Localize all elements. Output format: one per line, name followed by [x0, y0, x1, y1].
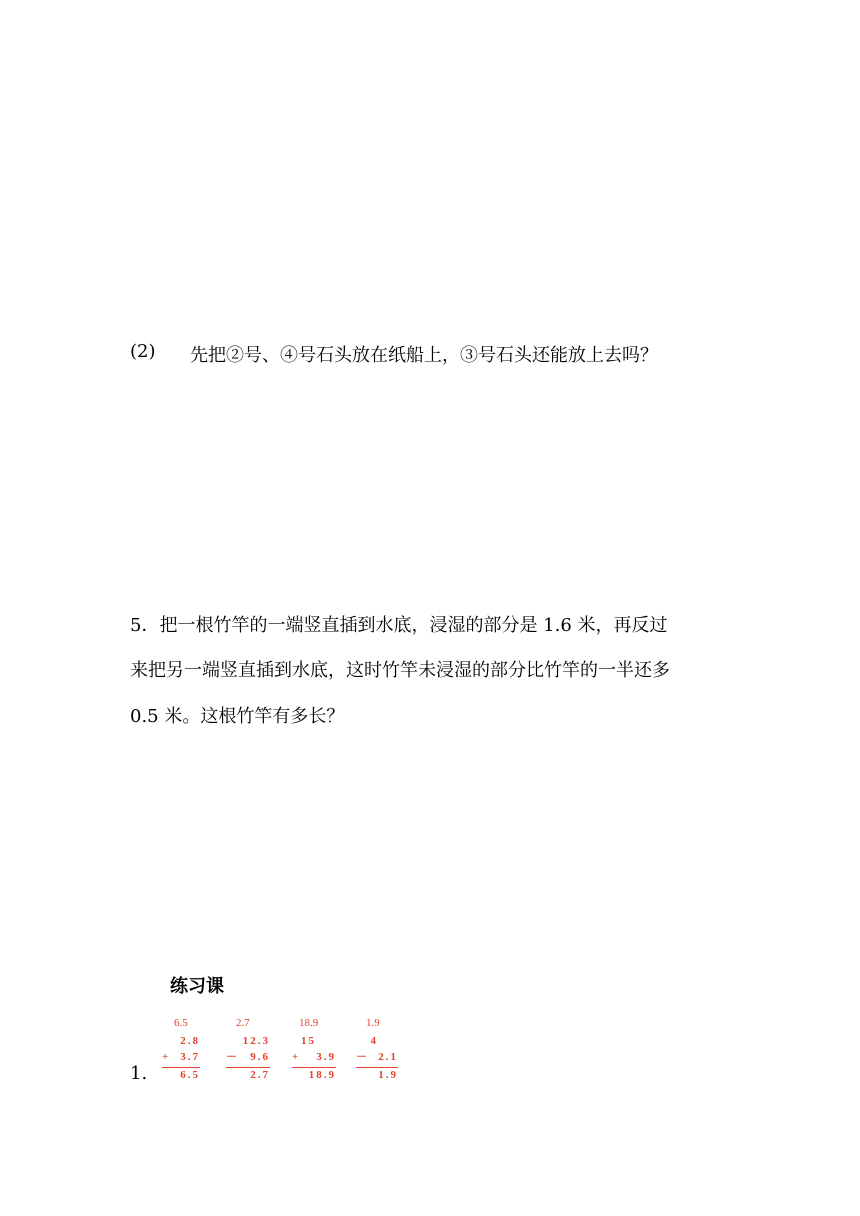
calculation-result: 2.7	[250, 1069, 270, 1081]
calculation-operator: －	[226, 1051, 237, 1063]
question-5-line-1: 5．把一根竹竿的一端竖直插到水底，浸湿的部分是 1.6 米，再反过	[130, 615, 668, 636]
calculation-operand-a: 12.3	[242, 1035, 270, 1047]
calculation-rule	[292, 1067, 336, 1068]
calculation-operand-a: 2.8	[180, 1035, 200, 1047]
calculation-operand-b: 9.6	[250, 1051, 270, 1063]
calculation-rule	[356, 1067, 398, 1068]
calculation-operator: +	[162, 1051, 169, 1063]
exercise-number: 1.	[130, 1063, 148, 1084]
calculation-operand-b: 3.7	[180, 1051, 200, 1063]
calculation-check-value: 6.5	[174, 1017, 188, 1029]
calculation-result: 18.9	[308, 1069, 336, 1081]
calculation-4	[356, 1016, 398, 1082]
section-heading: 练习课	[170, 976, 224, 997]
calculation-check-value: 2.7	[236, 1017, 250, 1029]
calculation-result: 6.5	[180, 1069, 200, 1081]
calculation-check-value: 1.9	[366, 1017, 380, 1029]
question-2-number: (2)	[130, 341, 156, 362]
calculation-operator: +	[292, 1051, 299, 1063]
question-5-line-3: 0.5 米。这根竹竿有多长？	[130, 706, 345, 727]
calculation-check-value: 18.9	[299, 1017, 319, 1029]
calculation-rule	[162, 1067, 200, 1068]
calculation-result: 1.9	[378, 1069, 398, 1081]
calculation-operator: －	[356, 1051, 367, 1063]
question-2-text: 先把②号、④号石头放在纸船上，③号石头还能放上去吗？	[190, 345, 658, 366]
calculation-2	[226, 1016, 270, 1082]
calculation-3	[292, 1016, 336, 1082]
calculation-operand-a: 15	[301, 1035, 316, 1047]
calculation-operand-b: 3.9	[316, 1051, 336, 1063]
question-5-line-2: 来把另一端竖直插到水底，这时竹竿未浸湿的部分比竹竿的一半还多	[130, 660, 670, 681]
calculation-operand-a: 4	[370, 1035, 378, 1047]
calculation-rule	[226, 1067, 270, 1068]
calculation-operand-b: 2.1	[378, 1051, 398, 1063]
calculation-1	[162, 1016, 200, 1082]
